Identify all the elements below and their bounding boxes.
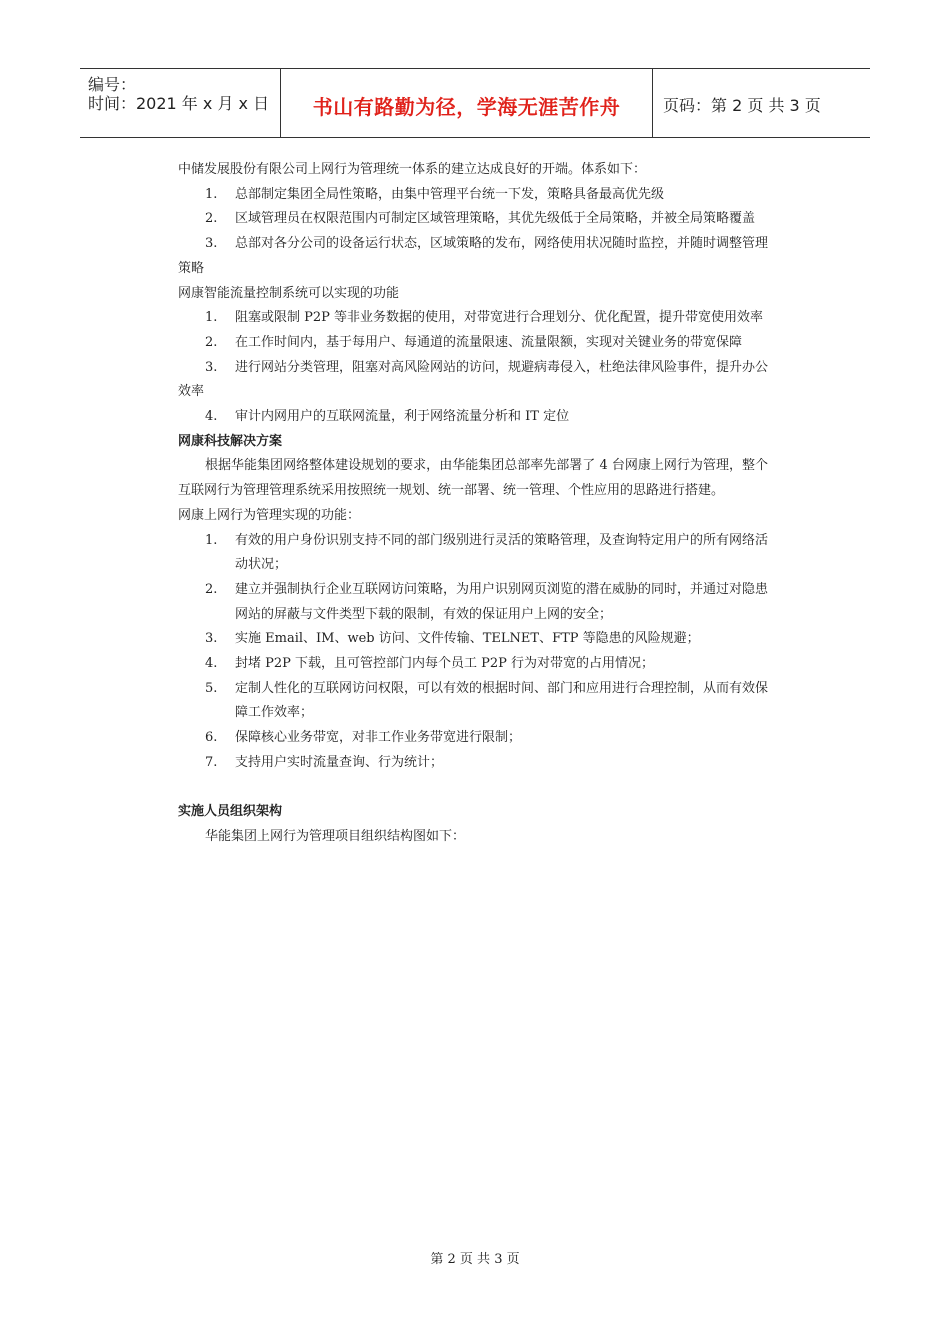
item-text: 保障核心业务带宽，对非工作业务带宽进行限制；	[235, 730, 522, 746]
system-item-1	[178, 183, 768, 208]
item-number: 4.	[205, 409, 218, 425]
item-text: 建立并强制执行企业互联网访问策略，为用户识别网页浏览的潜在威胁的同时，并通过对隐患网站的屏蔽与文件类型下载的限制，有效的保证用户上网的安全；	[235, 581, 769, 622]
header-motto: 书山有路勤为径，学海无涯苦作舟	[312, 95, 621, 119]
system-item-3	[178, 232, 768, 281]
item-number: 1.	[205, 532, 218, 548]
spacer	[178, 776, 768, 801]
behavior-item-1	[205, 529, 769, 578]
intro-paragraph: 中储发展股份有限公司上网行为管理统一体系的建立达成良好的开端。体系如下：	[178, 162, 647, 177]
system-item-2	[178, 207, 768, 232]
item-number: 2.	[205, 581, 218, 597]
behavior-item-5	[205, 677, 769, 726]
behavior-item-2	[205, 578, 769, 627]
flow-item-4	[178, 405, 768, 430]
item-text: 区域管理员在权限范围内可制定区域管理策略，其优先级低于全局策略，并被全局策略覆盖	[235, 211, 756, 227]
item-number: 3.	[205, 359, 218, 375]
item-text: 总部制定集团全局性策略，由集中管理平台统一下发，策略具备最高优先级	[235, 186, 665, 202]
org-heading: 实施人员组织架构	[178, 804, 283, 820]
item-text: 在工作时间内，基于每用户、每通道的流量限速、流量限额，实现对关键业务的带宽保障	[235, 334, 743, 350]
flow-item-2	[178, 331, 768, 356]
item-number: 1.	[205, 186, 218, 202]
page-header	[80, 68, 870, 138]
item-number: 7.	[205, 754, 218, 770]
header-motto-cell	[281, 69, 653, 137]
header-page-info: 页码：第 2 页 共 3 页	[663, 96, 821, 115]
item-text: 总部对各分公司的设备运行状态，区域策略的发布，网络使用状况随时监控，并随时调整管理策略	[178, 236, 769, 276]
solution-heading: 网康科技解决方案	[178, 433, 283, 449]
behavior-list	[178, 529, 768, 776]
page-footer: 第 2 页 共 3 页	[430, 1252, 520, 1267]
behavior-item-7	[205, 751, 768, 776]
document-body	[178, 158, 768, 850]
item-number: 5.	[205, 680, 218, 696]
item-number: 2.	[205, 211, 218, 227]
item-text: 进行网站分类管理，阻塞对高风险网站的访问，规避病毒侵入，杜绝法律风险事件，提升办公效率	[178, 359, 769, 400]
document-number-label: 编号：	[88, 75, 137, 94]
solution-paragraph: 根据华能集团网络整体建设规划的要求，由华能集团总部率先部署了 4 台网康上网行为管理，整个互联网行为管理管理系统采用按照统一规划、统一部署、统一管理、个性应用的思路进行搭建。	[178, 458, 768, 499]
item-number: 3.	[205, 631, 218, 647]
item-text: 有效的用户身份识别支持不同的部门级别进行灵活的策略管理，及查询特定用户的所有网络活动状况；	[235, 532, 769, 573]
item-text: 审计内网用户的互联网流量，利于网络流量分析和 IT 定位	[235, 409, 570, 425]
flow-item-3	[178, 356, 768, 405]
behavior-item-6	[205, 726, 768, 751]
item-number: 4.	[205, 656, 218, 672]
flow-item-1	[178, 306, 768, 331]
item-text: 定制人性化的互联网访问权限，可以有效的根据时间、部门和应用进行合理控制，从而有效保障工作效率；	[235, 680, 769, 721]
behavior-item-4	[205, 652, 768, 677]
item-text: 阻塞或限制 P2P 等非业务数据的使用，对带宽进行合理划分、优化配置，提升带宽使用效率	[235, 310, 764, 326]
org-paragraph: 华能集团上网行为管理项目组织结构图如下：	[205, 828, 466, 844]
item-text: 封堵 P2P 下载，且可管控部门内每个员工 P2P 行为对带宽的占用情况；	[235, 656, 655, 672]
document-date-label: 时间：2021 年 x 月 x 日	[88, 94, 270, 113]
flow-control-heading: 网康智能流量控制系统可以实现的功能	[178, 285, 400, 301]
item-number: 3.	[205, 236, 218, 252]
item-text: 实施 Email、IM、web 访问、文件传输、TELNET、FTP 等隐患的风险规避；	[235, 631, 700, 647]
item-number: 6.	[205, 730, 218, 746]
item-number: 1.	[205, 310, 218, 326]
behavior-item-3	[205, 627, 768, 652]
header-page-cell	[653, 69, 870, 137]
header-meta-cell	[80, 69, 281, 137]
item-text: 支持用户实时流量查询、行为统计；	[235, 754, 444, 770]
behavior-heading: 网康上网行为管理实现的功能：	[178, 507, 361, 523]
item-number: 2.	[205, 334, 218, 350]
